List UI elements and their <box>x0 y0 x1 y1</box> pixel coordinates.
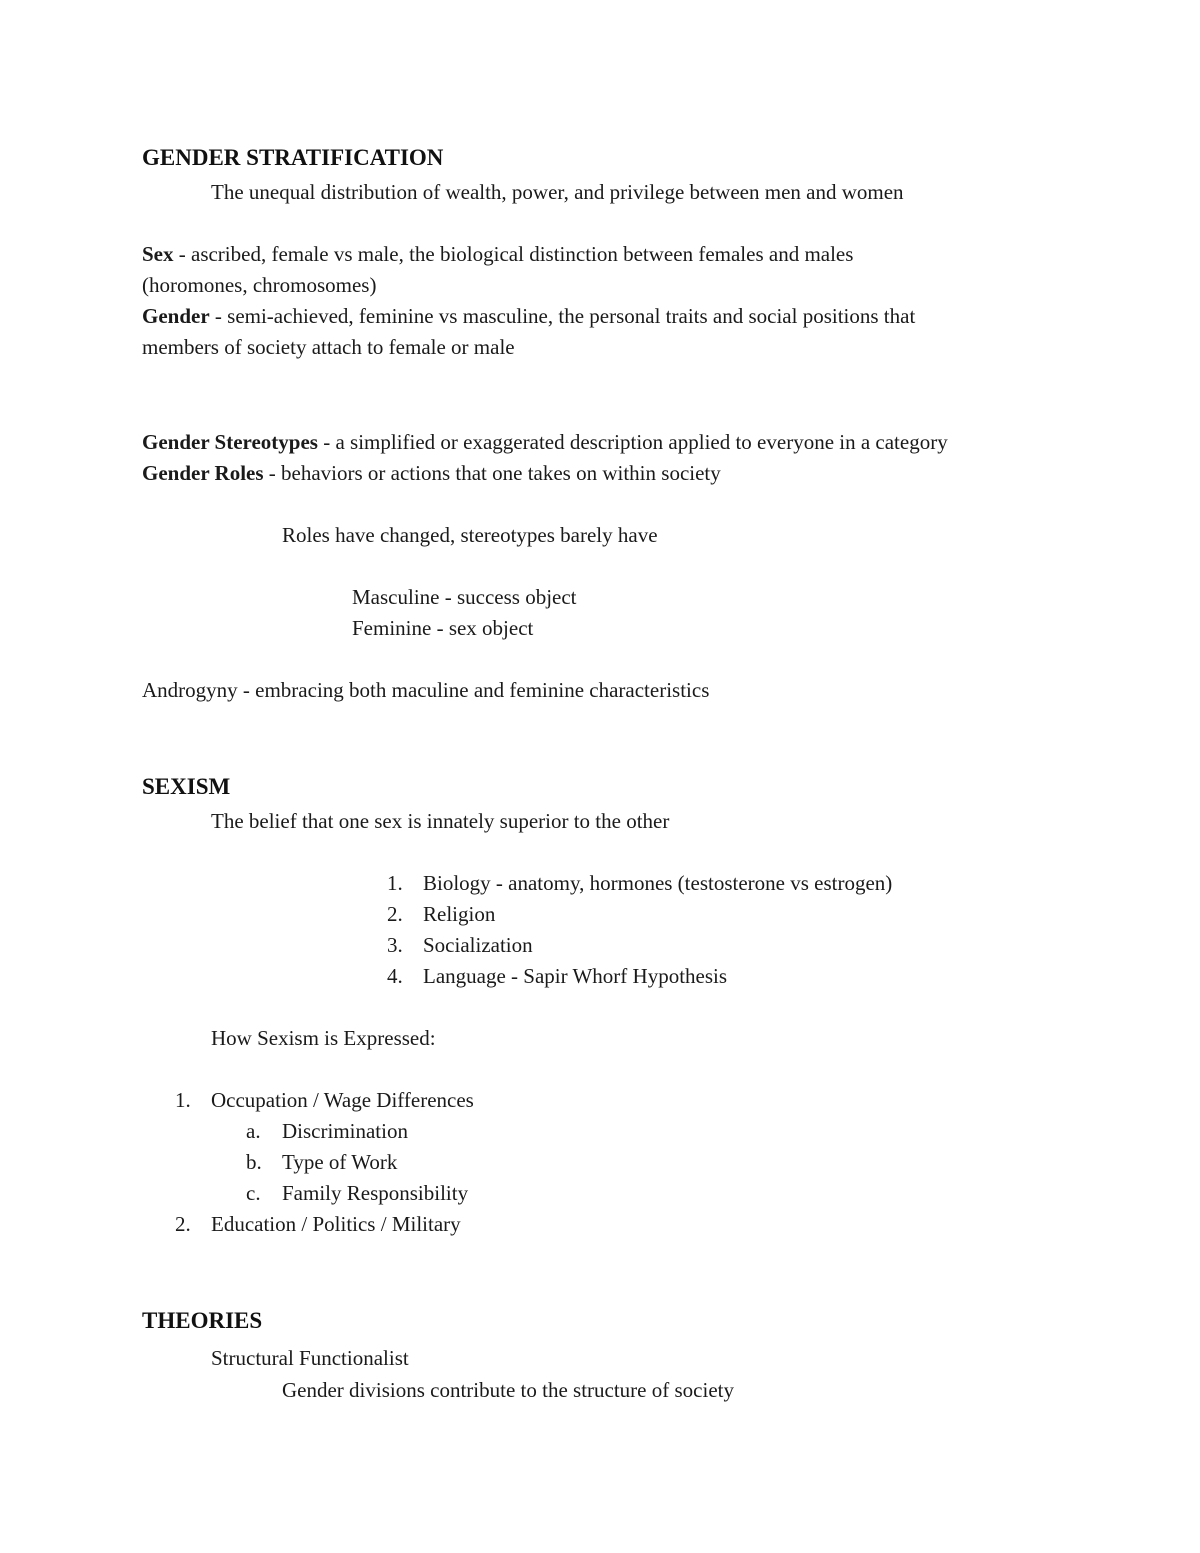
list-item: 2. Religion <box>387 902 496 926</box>
section-heading-gender-stratification: GENDER STRATIFICATION <box>142 145 444 170</box>
gender-roles-line <box>142 461 721 485</box>
section-heading-theories: THEORIES <box>142 1308 263 1333</box>
list-item: 1. Biology - anatomy, hormones (testosterone vs estrogen) <box>387 871 893 895</box>
gender-definition-continuation: members of society attach to female or male <box>142 335 515 359</box>
structural-functionalist-heading: Structural Functionalist <box>211 1346 409 1370</box>
androgyny-line: Androgyny - embracing both maculine and feminine characteristics <box>142 678 710 702</box>
list-item: 3. Socialization <box>387 933 533 957</box>
sex-definition-line <box>142 242 853 266</box>
section-heading-sexism: SEXISM <box>142 774 231 799</box>
list-item: 1. Occupation / Wage Differences <box>175 1088 474 1112</box>
gender-roles-text: - behaviors or actions that one takes on within society <box>263 461 721 485</box>
gender-roles-term: Gender Roles <box>142 461 264 485</box>
roles-note: Roles have changed, stereotypes barely have <box>282 523 658 547</box>
how-sexism-expressed-label: How Sexism is Expressed: <box>211 1026 436 1050</box>
sex-term: Sex <box>142 242 174 266</box>
gender-definition-line <box>142 304 915 328</box>
gender-stratification-definition: The unequal distribution of wealth, power, and privilege between men and women <box>211 180 904 204</box>
sex-text: - ascribed, female vs male, the biological distinction between females and males <box>173 242 854 266</box>
sub-list-item: b. Type of Work <box>246 1150 398 1174</box>
list-item: 2. Education / Politics / Military <box>175 1212 461 1236</box>
gender-stereotypes-term: Gender Stereotypes <box>142 430 318 454</box>
structural-functionalist-detail: Gender divisions contribute to the structure of society <box>282 1378 734 1402</box>
gender-text: - semi-achieved, feminine vs masculine, the personal traits and social positions that <box>209 304 916 328</box>
feminine-line: Feminine - sex object <box>352 616 534 640</box>
gender-stereotypes-line <box>142 430 948 454</box>
masculine-line: Masculine - success object <box>352 585 577 609</box>
gender-term: Gender <box>142 304 210 328</box>
sub-list-item: c. Family Responsibility <box>246 1181 469 1205</box>
gender-stereotypes-text: - a simplified or exaggerated description applied to everyone in a category <box>317 430 948 454</box>
sexism-definition: The belief that one sex is innately superior to the other <box>211 809 670 833</box>
sex-definition-continuation: (horomones, chromosomes) <box>142 273 377 297</box>
sub-list-item: a. Discrimination <box>246 1119 408 1143</box>
list-item: 4. Language - Sapir Whorf Hypothesis <box>387 964 728 988</box>
